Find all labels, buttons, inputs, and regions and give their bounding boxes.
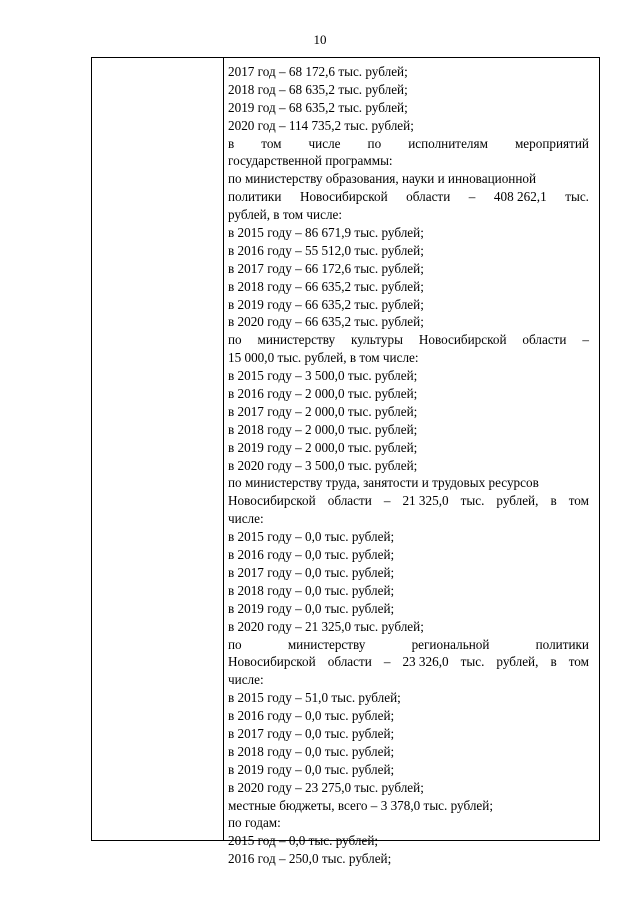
word: области [406,189,451,205]
word: числе [308,135,341,151]
word: рублей, [496,493,539,509]
text-line: рублей, в том числе: [228,207,343,223]
word: – [383,654,391,670]
word: Новосибирской [299,189,388,205]
text-line: в 2020 году – 66 635,2 тыс. рублей; [228,314,424,330]
word: мероприятий [514,135,589,151]
word: 21 325,0 [402,493,449,509]
justified-line [228,653,589,671]
text-line: в 2018 году – 0,0 тыс. рублей; [228,582,395,598]
word: в [550,493,557,509]
text-line: 2019 год – 68 635,2 тыс. рублей; [228,99,408,115]
word: политики [535,636,589,652]
text-line: местные бюджеты, всего – 3 378,0 тыс. рублей; [228,797,494,813]
word: Новосибирской [228,493,316,509]
word: в [550,654,557,670]
word: том [568,493,589,509]
text-line: в 2020 году – 3 500,0 тыс. рублей; [228,457,418,473]
word: политики [228,189,282,205]
word: том [568,654,589,670]
funding-table [91,57,600,867]
word: – [582,332,589,348]
word: культуры [350,332,403,348]
justified-line [228,331,589,349]
text-line: 2020 год – 114 735,2 тыс. рублей; [228,117,414,133]
justified-line [228,636,589,654]
text-line: в 2016 году – 0,0 тыс. рублей; [228,547,395,563]
word: том [261,135,282,151]
text-line: в 2015 году – 86 671,9 тыс. рублей; [228,225,424,241]
text-line: в 2018 году – 66 635,2 тыс. рублей; [228,278,424,294]
text-line: по годам: [228,815,281,831]
text-line: 2018 год – 68 635,2 тыс. рублей; [228,81,408,97]
text-line: 2015 год – 0,0 тыс. рублей; [228,833,379,849]
text-line: в 2018 году – 0,0 тыс. рублей; [228,743,395,759]
text-line: в 2019 году – 0,0 тыс. рублей; [228,600,395,616]
text-line: по министерству образования, науки и инновационной [228,171,537,187]
text-line: в 2018 году – 2 000,0 тыс. рублей; [228,421,418,437]
text-line: в 2015 году – 51,0 тыс. рублей; [228,690,401,706]
text-line: по министерству труда, занятости и трудовых ресурсов [228,475,539,491]
text-line: в 2017 году – 66 172,6 тыс. рублей; [228,260,424,276]
word: тыс. [460,654,485,670]
word: региональной [411,636,490,652]
justified-line [228,492,589,510]
word: по [228,332,242,348]
word: области [522,332,567,348]
justified-line [228,135,589,153]
page-number: 10 [313,32,327,47]
text-line: государственной программы: [228,153,393,169]
word: Новосибирской [228,654,316,670]
word: рублей, [496,654,539,670]
word: области [327,493,372,509]
word: области [327,654,372,670]
word: – [468,189,476,205]
text-line: в 2015 году – 0,0 тыс. рублей; [228,529,395,545]
text-line: в 2019 году – 2 000,0 тыс. рублей; [228,439,418,455]
word: по [228,636,242,652]
word: по [367,135,382,151]
text-line: в 2019 году – 0,0 тыс. рублей; [228,761,395,777]
text-line: в 2017 году – 2 000,0 тыс. рублей; [228,403,418,419]
text-line: 15 000,0 тыс. рублей, в том числе: [228,350,419,366]
word: исполнителям [408,135,488,151]
text-line: 2016 год – 250,0 тыс. рублей; [228,851,392,867]
word: министерству [287,636,366,652]
text-line: в 2015 году – 3 500,0 тыс. рублей; [228,368,418,384]
justified-line [228,188,589,206]
text-line: в 2016 году – 0,0 тыс. рублей; [228,708,395,724]
text-line: в 2020 году – 23 275,0 тыс. рублей; [228,779,424,795]
word: – [383,493,391,509]
word: 23 326,0 [402,654,449,670]
column-divider [223,58,224,840]
text-line: в 2020 году – 21 325,0 тыс. рублей; [228,618,424,634]
text-line: в 2017 году – 0,0 тыс. рублей; [228,564,395,580]
text-line: в 2016 году – 2 000,0 тыс. рублей; [228,386,418,402]
text-line: в 2019 году – 66 635,2 тыс. рублей; [228,296,424,312]
text-line: в 2016 году – 55 512,0 тыс. рублей; [228,242,424,258]
word: тыс. [460,493,485,509]
word: Новосибирской [418,332,507,348]
text-line: в 2017 году – 0,0 тыс. рублей; [228,725,395,741]
word: тыс. [565,189,589,205]
word: 408 262,1 [493,189,547,205]
text-line: 2017 год – 68 172,6 тыс. рублей; [228,64,408,79]
text-line: числе: [228,672,264,688]
word: в [228,135,235,151]
text-line: числе: [228,511,264,527]
funding-text-cell [228,63,589,868]
word: министерству [257,332,336,348]
